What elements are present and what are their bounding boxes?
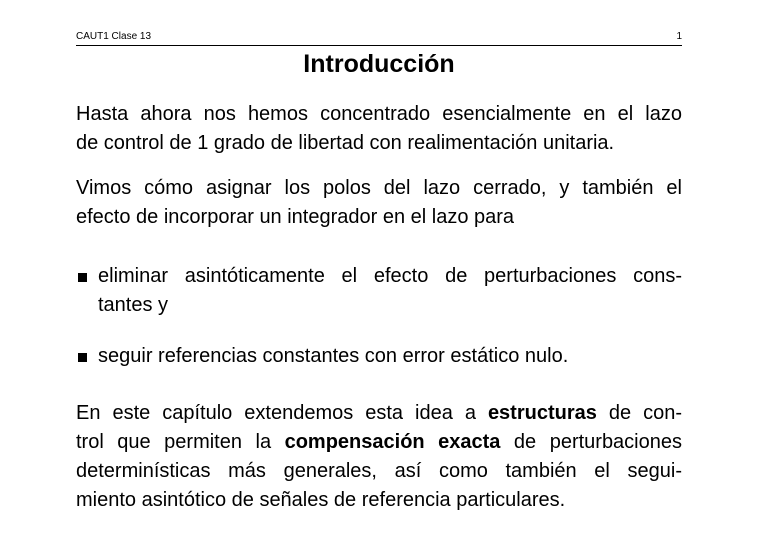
text-line: determinísticas más generales, así como también el segui- [76,460,682,482]
text-line [76,399,682,428]
text-run: En este capítulo extendemos esta idea a [76,402,488,424]
page-number: 1 [676,31,682,42]
bullet-text [98,342,682,371]
square-bullet-icon [78,353,87,362]
text-line: eliminar asintóticamente el efecto de perturbaciones cons- [98,265,682,287]
paragraph-poles [76,174,682,232]
text-line: tantes y [98,294,169,316]
text-line: de control de 1 grado de libertad con realimentación unitaria. [76,132,615,154]
text-run: de con- [596,402,683,424]
text-run: de perturbaciones [500,431,682,453]
text-line: Vimos cómo asignar los polos del lazo cerrado, y también el [76,177,682,199]
text-run: trol que permiten la [76,431,285,453]
paragraph-intro [76,100,682,158]
text-line: efecto de incorporar un integrador en el lazo para [76,206,515,228]
slide-title: Introducción [303,50,455,78]
text-line: miento asintótico de señales de referencia particulares. [76,489,566,511]
course-label: CAUT1 Clase 13 [76,31,152,42]
text-line: Hasta ahora nos hemos concentrado esencialmente en el lazo [76,103,682,125]
bold-term: estructuras [487,402,597,424]
header-rule [76,45,682,46]
text-line: seguir referencias constantes con error estático nulo. [98,345,569,367]
text-line [76,428,682,457]
bold-term: compensación exacta [284,431,501,453]
paragraph-chapter [76,399,682,515]
bullet-text [98,262,682,320]
square-bullet-icon [78,273,87,282]
